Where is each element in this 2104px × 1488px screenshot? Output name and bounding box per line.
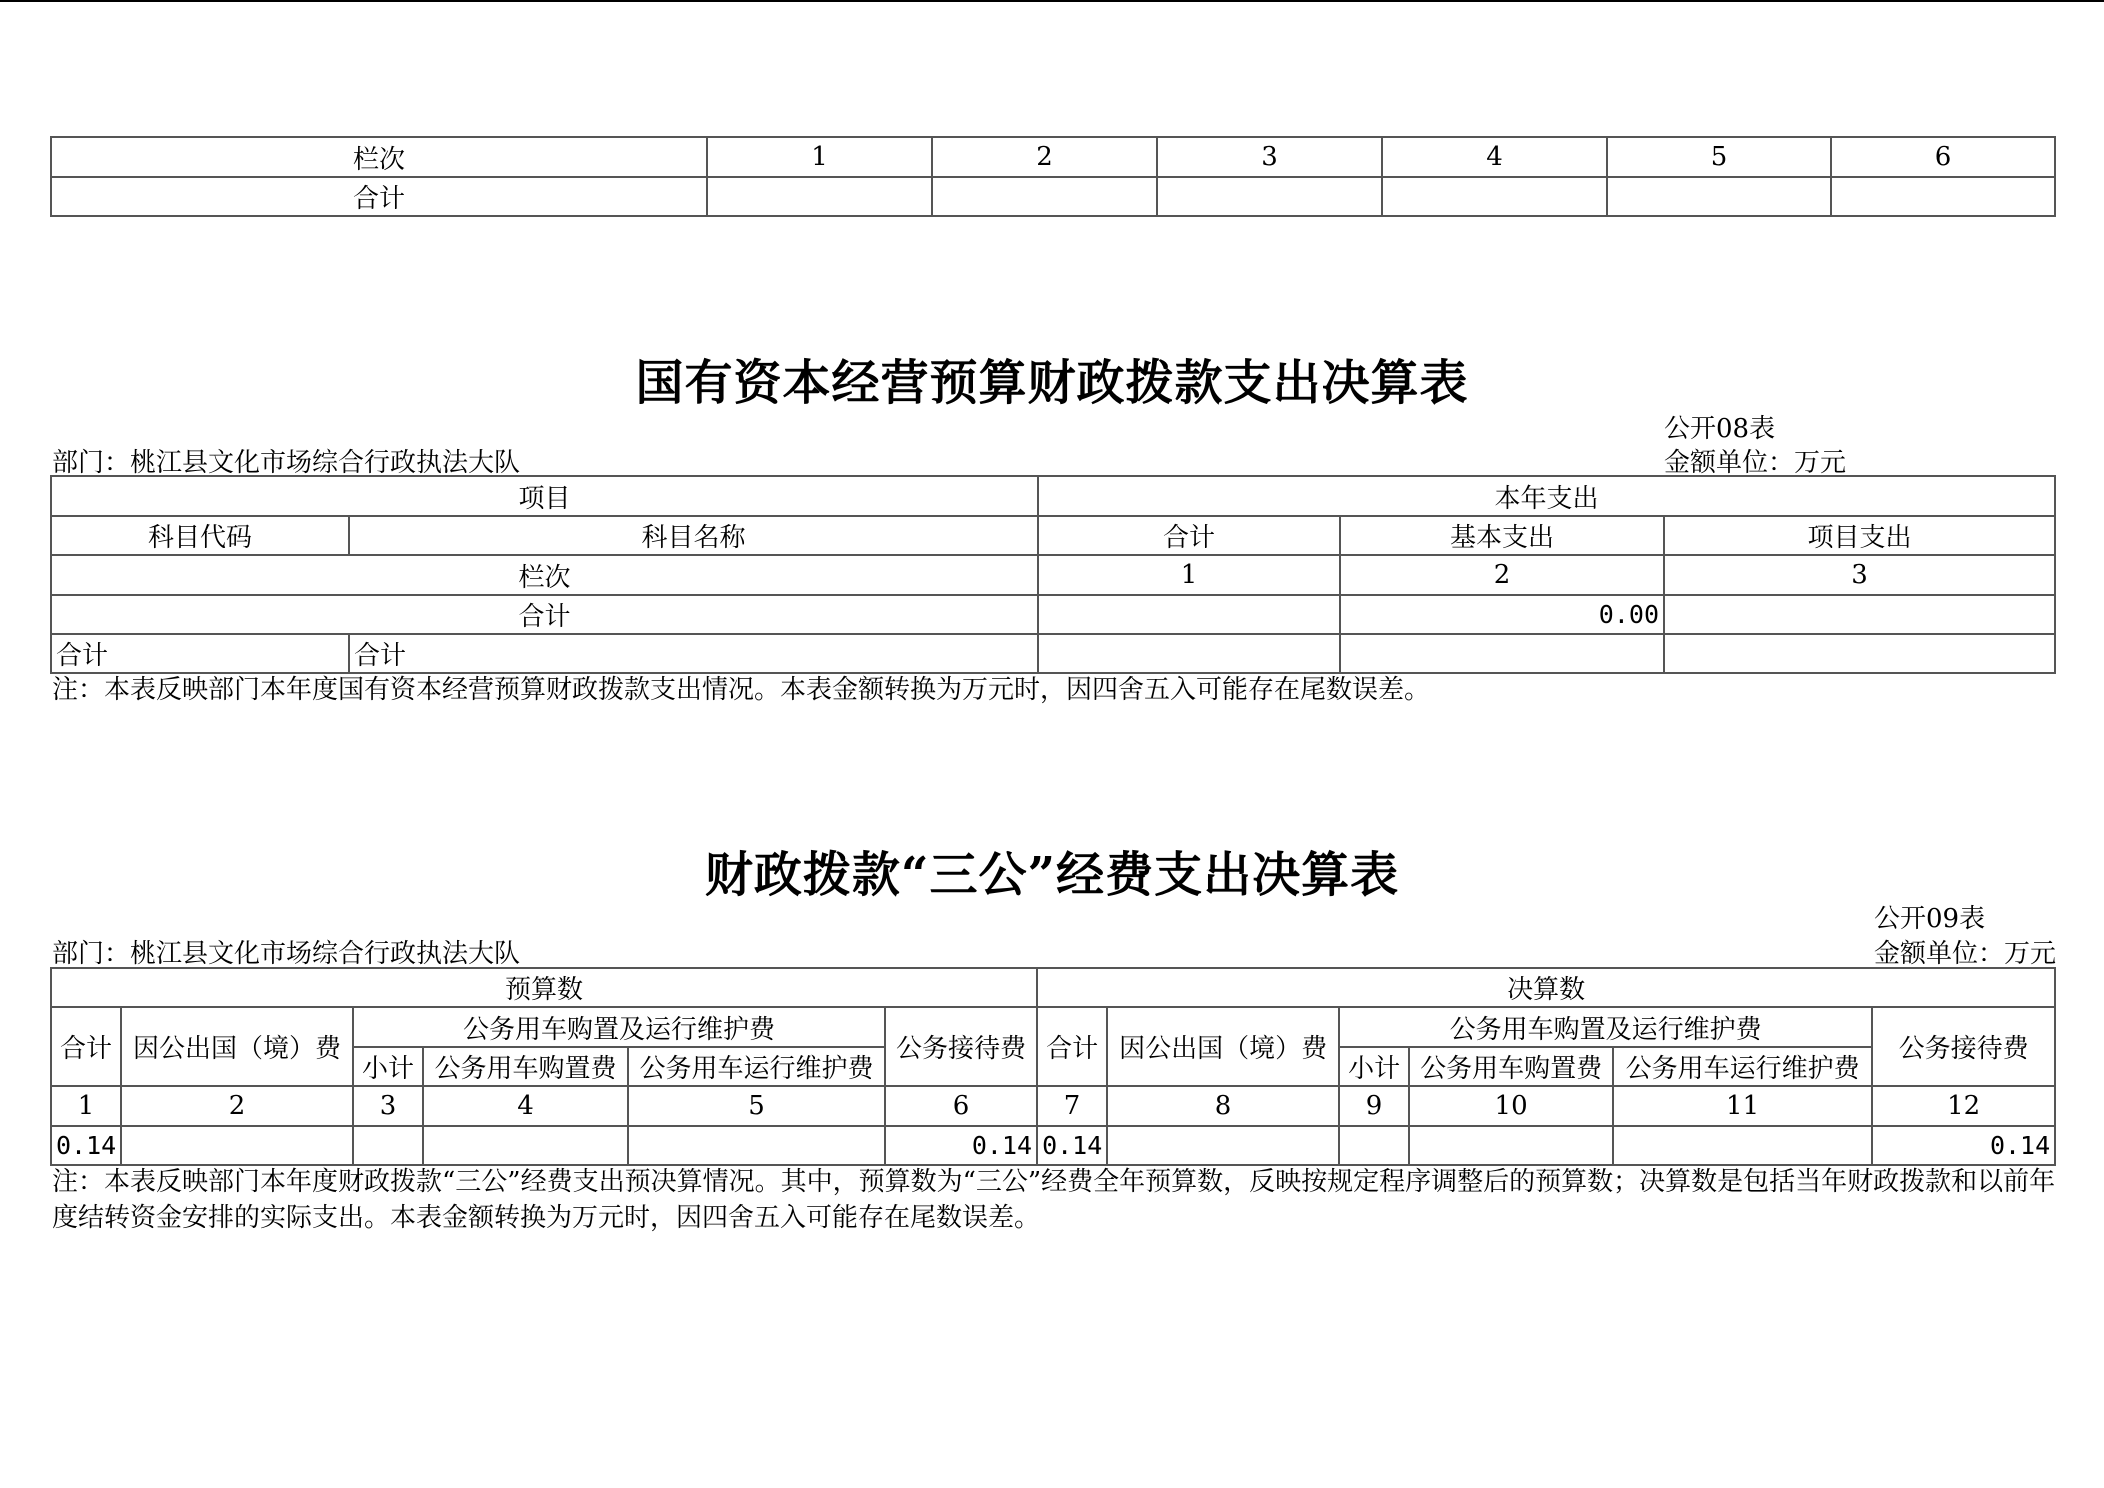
table08	[50, 475, 2056, 674]
table09	[50, 967, 2056, 1166]
table08-header-project: 项目	[51, 476, 1038, 516]
table09-value-8	[1107, 1126, 1339, 1165]
table08-sum-total	[1038, 595, 1340, 634]
table08-header-name: 科目名称	[349, 516, 1038, 555]
table09-final-total: 合计	[1037, 1007, 1107, 1086]
table09-value-11	[1613, 1126, 1872, 1165]
table08-col-2: 2	[1340, 555, 1664, 595]
table09-value-3	[353, 1126, 423, 1165]
top-col-label: 栏次	[51, 137, 707, 177]
table09-col-11: 11	[1613, 1086, 1872, 1126]
table09-budget-car: 公务用车购置及运行维护费	[353, 1007, 885, 1047]
table09-value-10	[1409, 1126, 1613, 1165]
table09-final-subtotal: 小计	[1339, 1047, 1409, 1086]
table09-value-9	[1339, 1126, 1409, 1165]
table09-value-1: 0.14	[51, 1126, 121, 1165]
table09-value-6: 0.14	[885, 1126, 1037, 1165]
table08-row-code: 合计	[51, 634, 349, 673]
table08-header-code: 科目代码	[51, 516, 349, 555]
table08-row-total	[1038, 634, 1340, 673]
table09-final-reception: 公务接待费	[1872, 1007, 2055, 1086]
table08-form-no: 公开08表	[1664, 414, 1776, 444]
table09-note: 注：本表反映部门本年度财政拨款“三公”经费支出预决算情况。其中，预算数为“三公”经费全年预算数，反映按规定程序调整后的预算数；决算数是包括当年财政拨款和以前年度结转资金安排的实际支出。本表金额转换为万元时，因四舍五入可能存在尾数误差。	[52, 1167, 2056, 1233]
table08-header-basic: 基本支出	[1340, 516, 1664, 555]
table09-value-2	[121, 1126, 353, 1165]
table09-col-12: 12	[1872, 1086, 2055, 1126]
table09-col-5: 5	[628, 1086, 885, 1126]
table09-value-5	[628, 1126, 885, 1165]
top-total-6	[1831, 177, 2055, 216]
table09-budget-car-run: 公务用车运行维护费	[628, 1047, 885, 1086]
table08-col-3: 3	[1664, 555, 2055, 595]
top-total-5	[1607, 177, 1831, 216]
table08-unit: 金额单位：万元	[1664, 448, 1847, 478]
table08-col-1: 1	[1038, 555, 1340, 595]
top-col-2: 2	[932, 137, 1157, 177]
top-col-1: 1	[707, 137, 932, 177]
table09-unit: 金额单位：万元	[1874, 939, 2057, 969]
table09-value-7: 0.14	[1037, 1126, 1107, 1165]
top-total-2	[932, 177, 1157, 216]
table08-col-label: 栏次	[51, 555, 1038, 595]
top-total-3	[1157, 177, 1382, 216]
table09-value-4	[423, 1126, 628, 1165]
table08-header-total: 合计	[1038, 516, 1340, 555]
table08-title: 国有资本经营预算财政拨款支出决算表	[635, 355, 1469, 411]
table09-budget-abroad: 因公出国（境）费	[121, 1007, 353, 1086]
table08-note: 注：本表反映部门本年度国有资本经营预算财政拨款支出情况。本表金额转换为万元时，因四舍五入可能存在尾数误差。	[52, 675, 1431, 705]
table09-final-car: 公务用车购置及运行维护费	[1339, 1007, 1872, 1047]
table09-col-3: 3	[353, 1086, 423, 1126]
table09-col-2: 2	[121, 1086, 353, 1126]
top-total-label: 合计	[51, 177, 707, 216]
table08-row-basic	[1340, 634, 1664, 673]
table09-budget-total: 合计	[51, 1007, 121, 1086]
top-col-4: 4	[1382, 137, 1607, 177]
table09-col-7: 7	[1037, 1086, 1107, 1126]
top-total-1	[707, 177, 932, 216]
top-table	[50, 136, 2056, 217]
table09-budget-subtotal: 小计	[353, 1047, 423, 1086]
table08-row-name: 合计	[349, 634, 1038, 673]
top-col-5: 5	[1607, 137, 1831, 177]
table09-header-budget: 预算数	[51, 968, 1037, 1007]
table09-col-1: 1	[51, 1086, 121, 1126]
table09-form-no: 公开09表	[1874, 904, 1986, 934]
table09-col-8: 8	[1107, 1086, 1339, 1126]
table09-final-car-run: 公务用车运行维护费	[1613, 1047, 1872, 1086]
table09-budget-reception: 公务接待费	[885, 1007, 1037, 1086]
table09-header-final: 决算数	[1037, 968, 2055, 1007]
top-col-3: 3	[1157, 137, 1382, 177]
table09-budget-car-buy: 公务用车购置费	[423, 1047, 628, 1086]
table09-col-10: 10	[1409, 1086, 1613, 1126]
table08-sum-basic: 0.00	[1340, 595, 1664, 634]
table08-header-proj: 项目支出	[1664, 516, 2055, 555]
table08-header-current: 本年支出	[1038, 476, 2055, 516]
table09-title: 财政拨款“三公”经费支出决算表	[704, 847, 1400, 903]
table08-row-proj	[1664, 634, 2055, 673]
table08-sum-proj	[1664, 595, 2055, 634]
table08-sum-label: 合计	[51, 595, 1038, 634]
table09-final-car-buy: 公务用车购置费	[1409, 1047, 1613, 1086]
table09-col-6: 6	[885, 1086, 1037, 1126]
table09-value-12: 0.14	[1872, 1126, 2055, 1165]
table09-col-4: 4	[423, 1086, 628, 1126]
table08-dept: 部门：桃江县文化市场综合行政执法大队	[52, 448, 521, 478]
top-total-4	[1382, 177, 1607, 216]
table09-dept: 部门：桃江县文化市场综合行政执法大队	[52, 939, 521, 969]
table09-final-abroad: 因公出国（境）费	[1107, 1007, 1339, 1086]
table09-col-9: 9	[1339, 1086, 1409, 1126]
top-col-6: 6	[1831, 137, 2055, 177]
